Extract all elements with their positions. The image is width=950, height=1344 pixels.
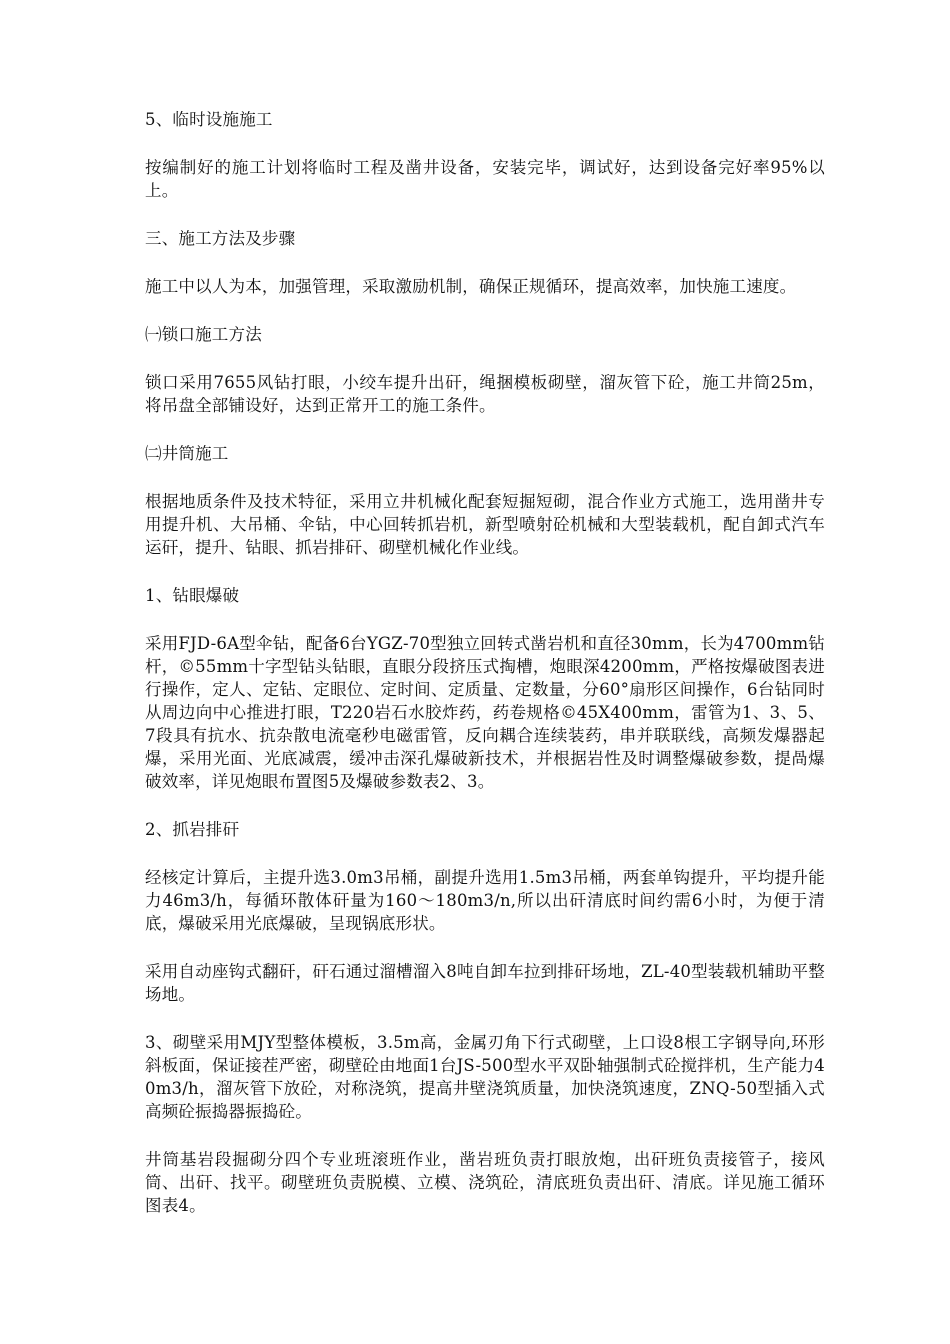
document-body bbox=[145, 108, 825, 1242]
paragraph-shaft-construction: 根据地质条件及技术特征，采用立井机械化配套短掘短砌，混合作业方式施工，选用凿井专用提升机、大吊桶、伞钻，中心回转抓岩机，新型喷射砼机械和大型装载机，配自卸式汽车运矸，提升、钻眼、抓岩排矸、砌壁机械化作业线。 bbox=[145, 492, 825, 557]
paragraph-mucking-hoisting: 经核定计算后，主提升选3.0m3吊桶，副提升选用1.5m3吊桶，两套单钩提升，平均提升能力46m3/h，每循环散体矸量为160〜180m3/n,所以出矸清底时间约需6小时，为便于清底，爆破采用光底爆破，呈现锅底形状。 bbox=[145, 868, 825, 933]
paragraph-temporary-facilities: 按编制好的施工计划将临时工程及凿井设备，安装完毕，调试好，达到设备完好率95%以上。 bbox=[145, 158, 825, 200]
paragraph-shift-organization: 井筒基岩段掘砌分四个专业班滚班作业，凿岩班负责打眼放炮，出矸班负责接管子，接风筒、出矸、找平。砌壁班负责脱模、立模、浇筑砼，清底班负责出矸、清底。详见施工循环图表4。 bbox=[145, 1150, 825, 1215]
paragraph-lining: 3、砌壁采用MJY型整体模板，3.5m高，金属刃角下行式砌壁，上口设8根工字钢导向,环形斜板面，保证接茬严密，砌壁砼由地面1台JS-500型水平双卧轴强制式砼搅拌机，生产能力40m3/h，溜灰管下放砼，对称浇筑，提高井壁浇筑质量，加快浇筑速度，ZNQ-50型插入式高频砼振捣器振捣砼。 bbox=[145, 1033, 825, 1121]
section-heading-temporary-facilities: 5、临时设施施工 bbox=[145, 110, 273, 129]
paragraph-lock-collar: 锁口采用7655风钻打眼，小绞车提升出矸，绳捆模板砌壁，溜灰管下砼，施工井筒25m，将吊盘全部铺设好，达到正常开工的施工条件。 bbox=[145, 373, 825, 415]
section-heading-methods: 三、施工方法及步骤 bbox=[145, 229, 296, 248]
paragraph-mucking-dumping: 采用自动座钩式翻矸，矸石通过溜槽溜入8吨自卸车拉到排矸场地，ZL-40型装载机辅助平整场地。 bbox=[145, 962, 825, 1004]
section-heading-mucking: 2、抓岩排矸 bbox=[145, 820, 240, 839]
section-heading-drilling-blasting: 1、钻眼爆破 bbox=[145, 586, 240, 605]
paragraph-drilling-blasting: 采用FJD-6A型伞钻，配备6台YGZ-70型独立回转式凿岩机和直径30mm，长为4700mm钻杆，©55mm十字型钻头钻眼，直眼分段挤压式掏槽，炮眼深4200mm，严格按爆破图表进行操作，定人、定钻、定眼位、定时间、定质量、定数量，分60°扇形区间操作，6台钻同时从周边向中心推进打眼，T220岩石水胶炸药，药卷规格©45X400mm，雷管为1、3、5、7段具有抗水、抗杂散电流毫秒电磁雷管，反向耦合连续装药，串并联联线，高频发爆器起爆，采用光面、光底减震，缓冲击深孔爆破新技术，并根据岩性及时调整爆破参数，提咼爆破效率，详见炮眼布置图5及爆破参数表2、3。 bbox=[145, 634, 825, 791]
section-heading-shaft-construction: ㈡井筒施工 bbox=[145, 444, 229, 463]
section-heading-lock-collar: ㈠锁口施工方法 bbox=[145, 325, 262, 344]
paragraph-methods-intro: 施工中以人为本，加强管理，采取激励机制，确保正规循环，提高效率，加快施工速度。 bbox=[145, 277, 797, 296]
